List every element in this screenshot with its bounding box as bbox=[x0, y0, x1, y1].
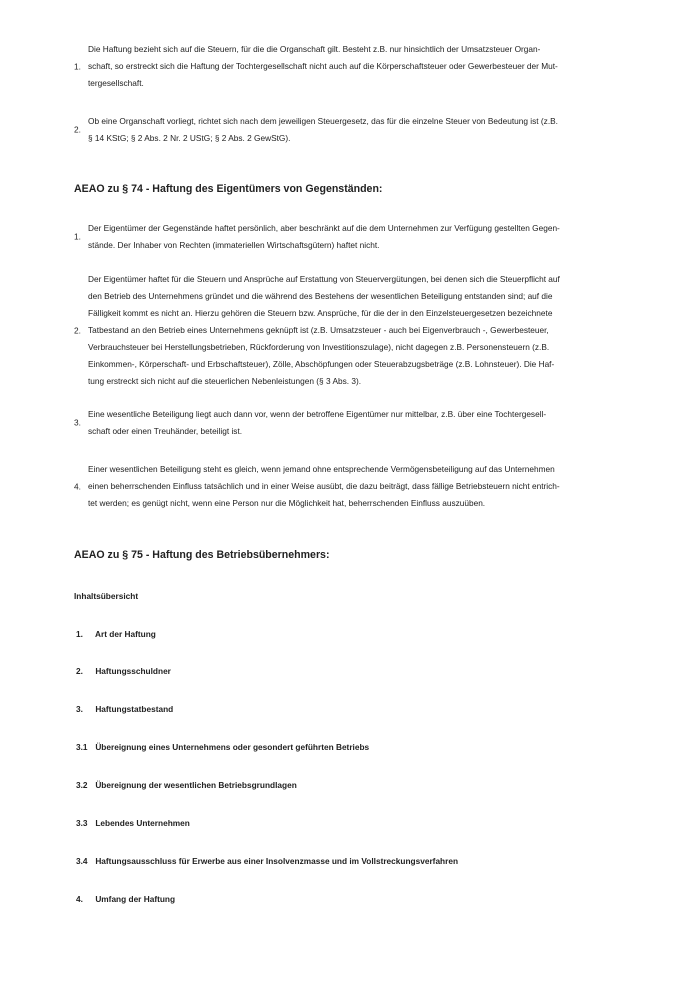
list-item-number: 4. bbox=[74, 481, 81, 491]
toc-item-label: Art der Haftung bbox=[95, 629, 156, 639]
toc-item[interactable] bbox=[76, 818, 190, 828]
toc-item[interactable] bbox=[76, 666, 171, 676]
toc-item[interactable] bbox=[76, 704, 173, 714]
toc-item-number: 1. bbox=[76, 629, 83, 639]
list-item bbox=[74, 406, 634, 440]
list-item-text: Der Eigentümer der Gegenstände haftet persönlich, aber beschränkt auf die dem Unternehmen zur Verfügung gestellten Gegen- stände. Der Inhaber von Rechten (immateriellen Wirtschaftsgütern) haftet nicht. bbox=[88, 223, 560, 250]
section-heading: AEAO zu § 75 - Haftung des Betriebsübernehmers: bbox=[74, 549, 330, 561]
toc-item[interactable] bbox=[76, 629, 156, 639]
toc-item-number: 3.3 bbox=[76, 818, 88, 828]
list-item bbox=[74, 113, 634, 147]
list-item-number: 2. bbox=[74, 325, 81, 335]
toc-item-number: 2. bbox=[76, 666, 83, 676]
toc-item-label: Haftungstatbestand bbox=[95, 704, 174, 714]
list-item-number: 3. bbox=[74, 417, 81, 428]
toc-item-number: 4. bbox=[76, 894, 83, 904]
toc-item-number: 3.4 bbox=[76, 856, 88, 866]
list-item bbox=[74, 220, 634, 254]
list-item-text: Eine wesentliche Beteiligung liegt auch dann vor, wenn der betroffene Eigentümer nur mittelbar, z.B. über eine Tochtergesell- schaft oder einen Treuhänder, beteiligt ist. bbox=[88, 409, 547, 436]
list-item bbox=[74, 41, 634, 92]
list-item bbox=[74, 271, 634, 390]
toc-item-label: Übereignung der wesentlichen Betriebsgrundlagen bbox=[95, 780, 297, 790]
toc-item-label: Haftungsausschluss für Erwerbe aus einer Insolvenzmasse und im Vollstreckungsverfahren bbox=[95, 856, 459, 866]
toc-item[interactable] bbox=[76, 780, 297, 790]
list-item-text: Der Eigentümer haftet für die Steuern und Ansprüche auf Erstattung von Steuervergütungen, bei denen sich die Steuerpflicht auf den Betrieb des Unternehmens gründet und die während des Bestehens der wesentlichen Beteiligung entstanden sind; auf die Fälligkeit kommt es nicht an. Hierzu gehören die Steuern bzw. Ansprüche, für die der in den Einzelsteuergesetzen bezeichnete Tatbestand an den Betrieb eines Unternehmens geknüpft ist (z.B. Umsatzsteuer - auch bei Eigenverbrauch -, Gewerbesteuer, Verbrauchsteuer bei Herstellungsbetrieben, Rückforderung von Investitionszulage), nicht dagegen z.B. Personensteuern (z.B. Einkommen-, Körperschaft- und Erbschaftsteuer), Zölle, Abschöpfungen oder Steuerabzugsbeträge (z.B. Lohnsteuer). Die Haf- tung erstreckt sich nicht auf die steuerlichen Nebenleistungen (§ 3 Abs. 3). bbox=[88, 274, 560, 386]
list-item-number: 1. bbox=[74, 61, 81, 71]
toc-item[interactable] bbox=[76, 894, 175, 904]
list-item-number: 2. bbox=[74, 124, 81, 135]
toc-item-number: 3. bbox=[76, 704, 83, 714]
toc-item-number: 3.1 bbox=[76, 742, 88, 752]
toc-item-label: Übereignung eines Unternehmens oder gesondert geführten Betriebs bbox=[95, 742, 370, 752]
toc-item-label: Umfang der Haftung bbox=[95, 894, 176, 904]
list-item-number: 1. bbox=[74, 231, 81, 242]
toc-item-label: Lebendes Unternehmen bbox=[95, 818, 190, 828]
list-item-text: Einer wesentlichen Beteiligung steht es gleich, wenn jemand ohne entsprechende Vermögensbeteiligung auf das Unternehmen einen beherrschenden Einfluss tatsächlich und in einer Weise ausübt, die dazu beiträgt, dass fällige Betriebsteuern nicht entrich- tet werden; es genügt nicht, wenn eine Person nur die Möglichkeit hat, beherrschenden Einfluss auszuüben. bbox=[88, 464, 560, 508]
toc-title: Inhaltsübersicht bbox=[74, 591, 139, 601]
toc-item-label: Haftungsschuldner bbox=[95, 666, 171, 676]
list-item-text: Ob eine Organschaft vorliegt, richtet sich nach dem jeweiligen Steuergesetz, das für die einzelne Steuer von Bedeutung ist (z.B. § 14 KStG; § 2 Abs. 2 Nr. 2 UStG; § 2 Abs. 2 GewStG). bbox=[88, 116, 558, 143]
toc-item[interactable] bbox=[76, 856, 458, 866]
toc-item[interactable] bbox=[76, 742, 369, 752]
list-item bbox=[74, 461, 634, 512]
toc-item-number: 3.2 bbox=[76, 780, 88, 790]
list-item-text: Die Haftung bezieht sich auf die Steuern, für die die Organschaft gilt. Besteht z.B. nur hinsichtlich der Umsatzsteuer Organ- schaft, so erstreckt sich die Haftung der Tochtergesellschaft nicht auch auf die Körperschaftsteuer oder Gewerbesteuer der Mut- tergesellschaft. bbox=[88, 44, 558, 88]
section-heading: AEAO zu § 74 - Haftung des Eigentümers von Gegenständen: bbox=[74, 183, 383, 195]
